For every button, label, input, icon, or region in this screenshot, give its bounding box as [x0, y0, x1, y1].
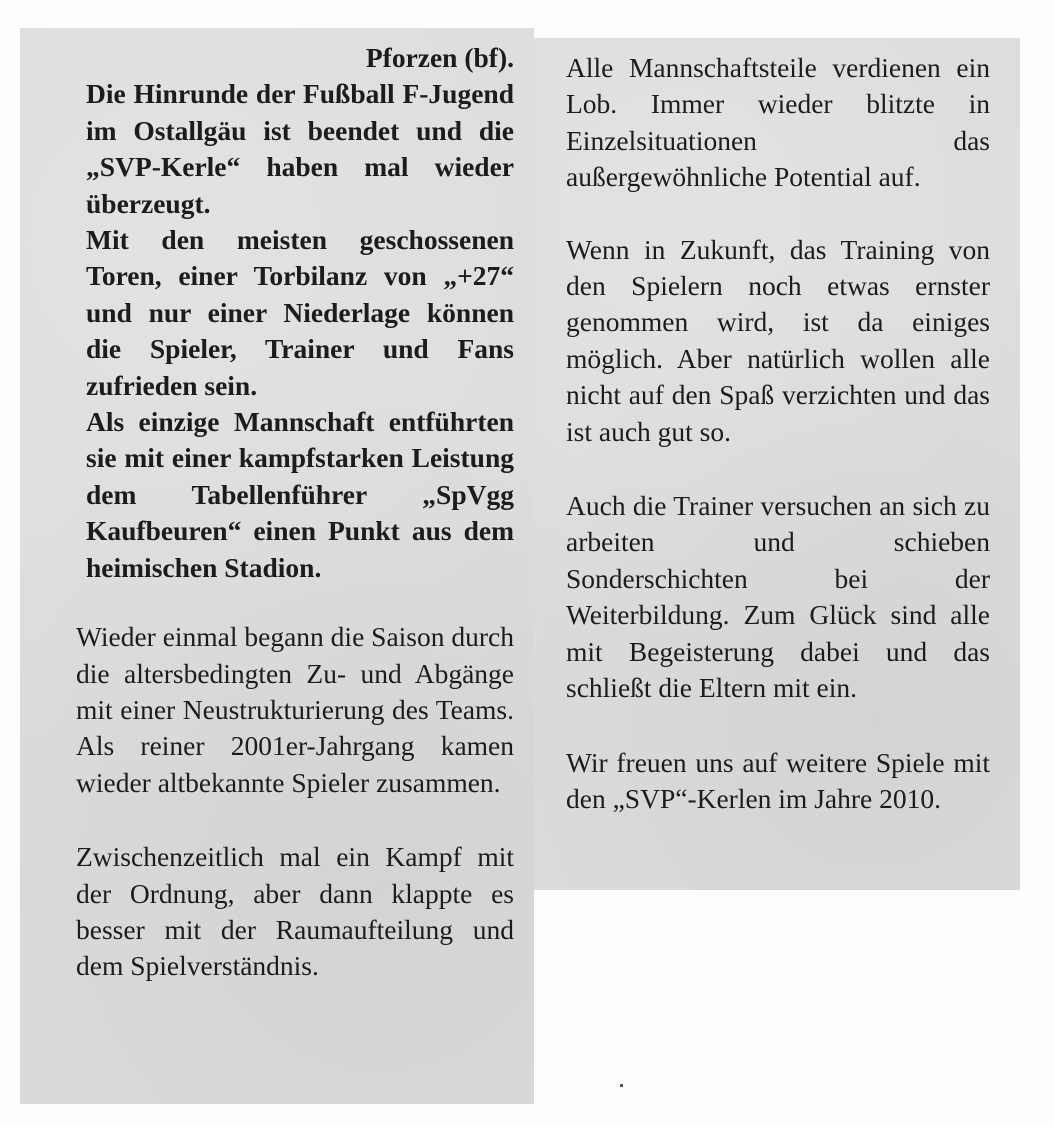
scan-speck: [620, 1084, 623, 1087]
body-paragraph: Auch die Trainer versuchen an sich zu arbeiten und schieben Sonderschichten bei der Weiterbildung. Zum Glück sind alle mit Begeisterung dabei und das schließt die Eltern mit ein.: [566, 490, 990, 704]
dateline: Pforzen (bf).: [365, 42, 514, 73]
body-paragraph: Wir freuen uns auf weitere Spiele mit den „SVP“-Kerlen im Jahre 2010.: [566, 746, 990, 814]
body-paragraph: Wenn in Zukunft, das Training von den Spielern noch etwas ernster genommen wird, ist da einiges möglich. Aber natürlich wollen alle nicht auf den Spaß verzichten und das ist auch gut so.: [566, 233, 990, 447]
body-paragraph: Alle Mannschaftsteile verdienen ein Lob. Immer wieder blitzte in Einzelsituationen das außergewöhnliche Potential auf.: [566, 52, 990, 193]
article-column-left: [76, 40, 514, 985]
body-paragraph: Wieder einmal begann die Saison durch die altersbedingten Zu- und Abgänge mit einer Neustrukturierung des Teams. Als reiner 2001er-Jahrgang kamen wieder altbekannte Spieler zusammen.: [76, 621, 514, 798]
lead-paragraph: Als einzige Mannschaft entführten sie mit einer kampfstarken Leistung dem Tabellenführer „SpVgg Kaufbeuren“ einen Punkt aus dem heimischen Stadion.: [86, 406, 514, 583]
body-paragraph: Zwischenzeitlich mal ein Kampf mit der Ordnung, aber dann klappte es besser mit der Raumaufteilung und dem Spielverständnis.: [76, 841, 514, 982]
lead-paragraph: Die Hinrunde der Fußball F-Jugend im Ostallgäu ist beendet und die „SVP-Kerle“ haben mal wieder überzeugt.: [86, 78, 514, 219]
lead-paragraph: Mit den meisten geschossenen Toren, einer Torbilanz von „+27“ und nur einer Niederlage können die Spieler, Trainer und Fans zufrieden sein.: [86, 224, 514, 401]
article-column-right: [566, 50, 990, 817]
